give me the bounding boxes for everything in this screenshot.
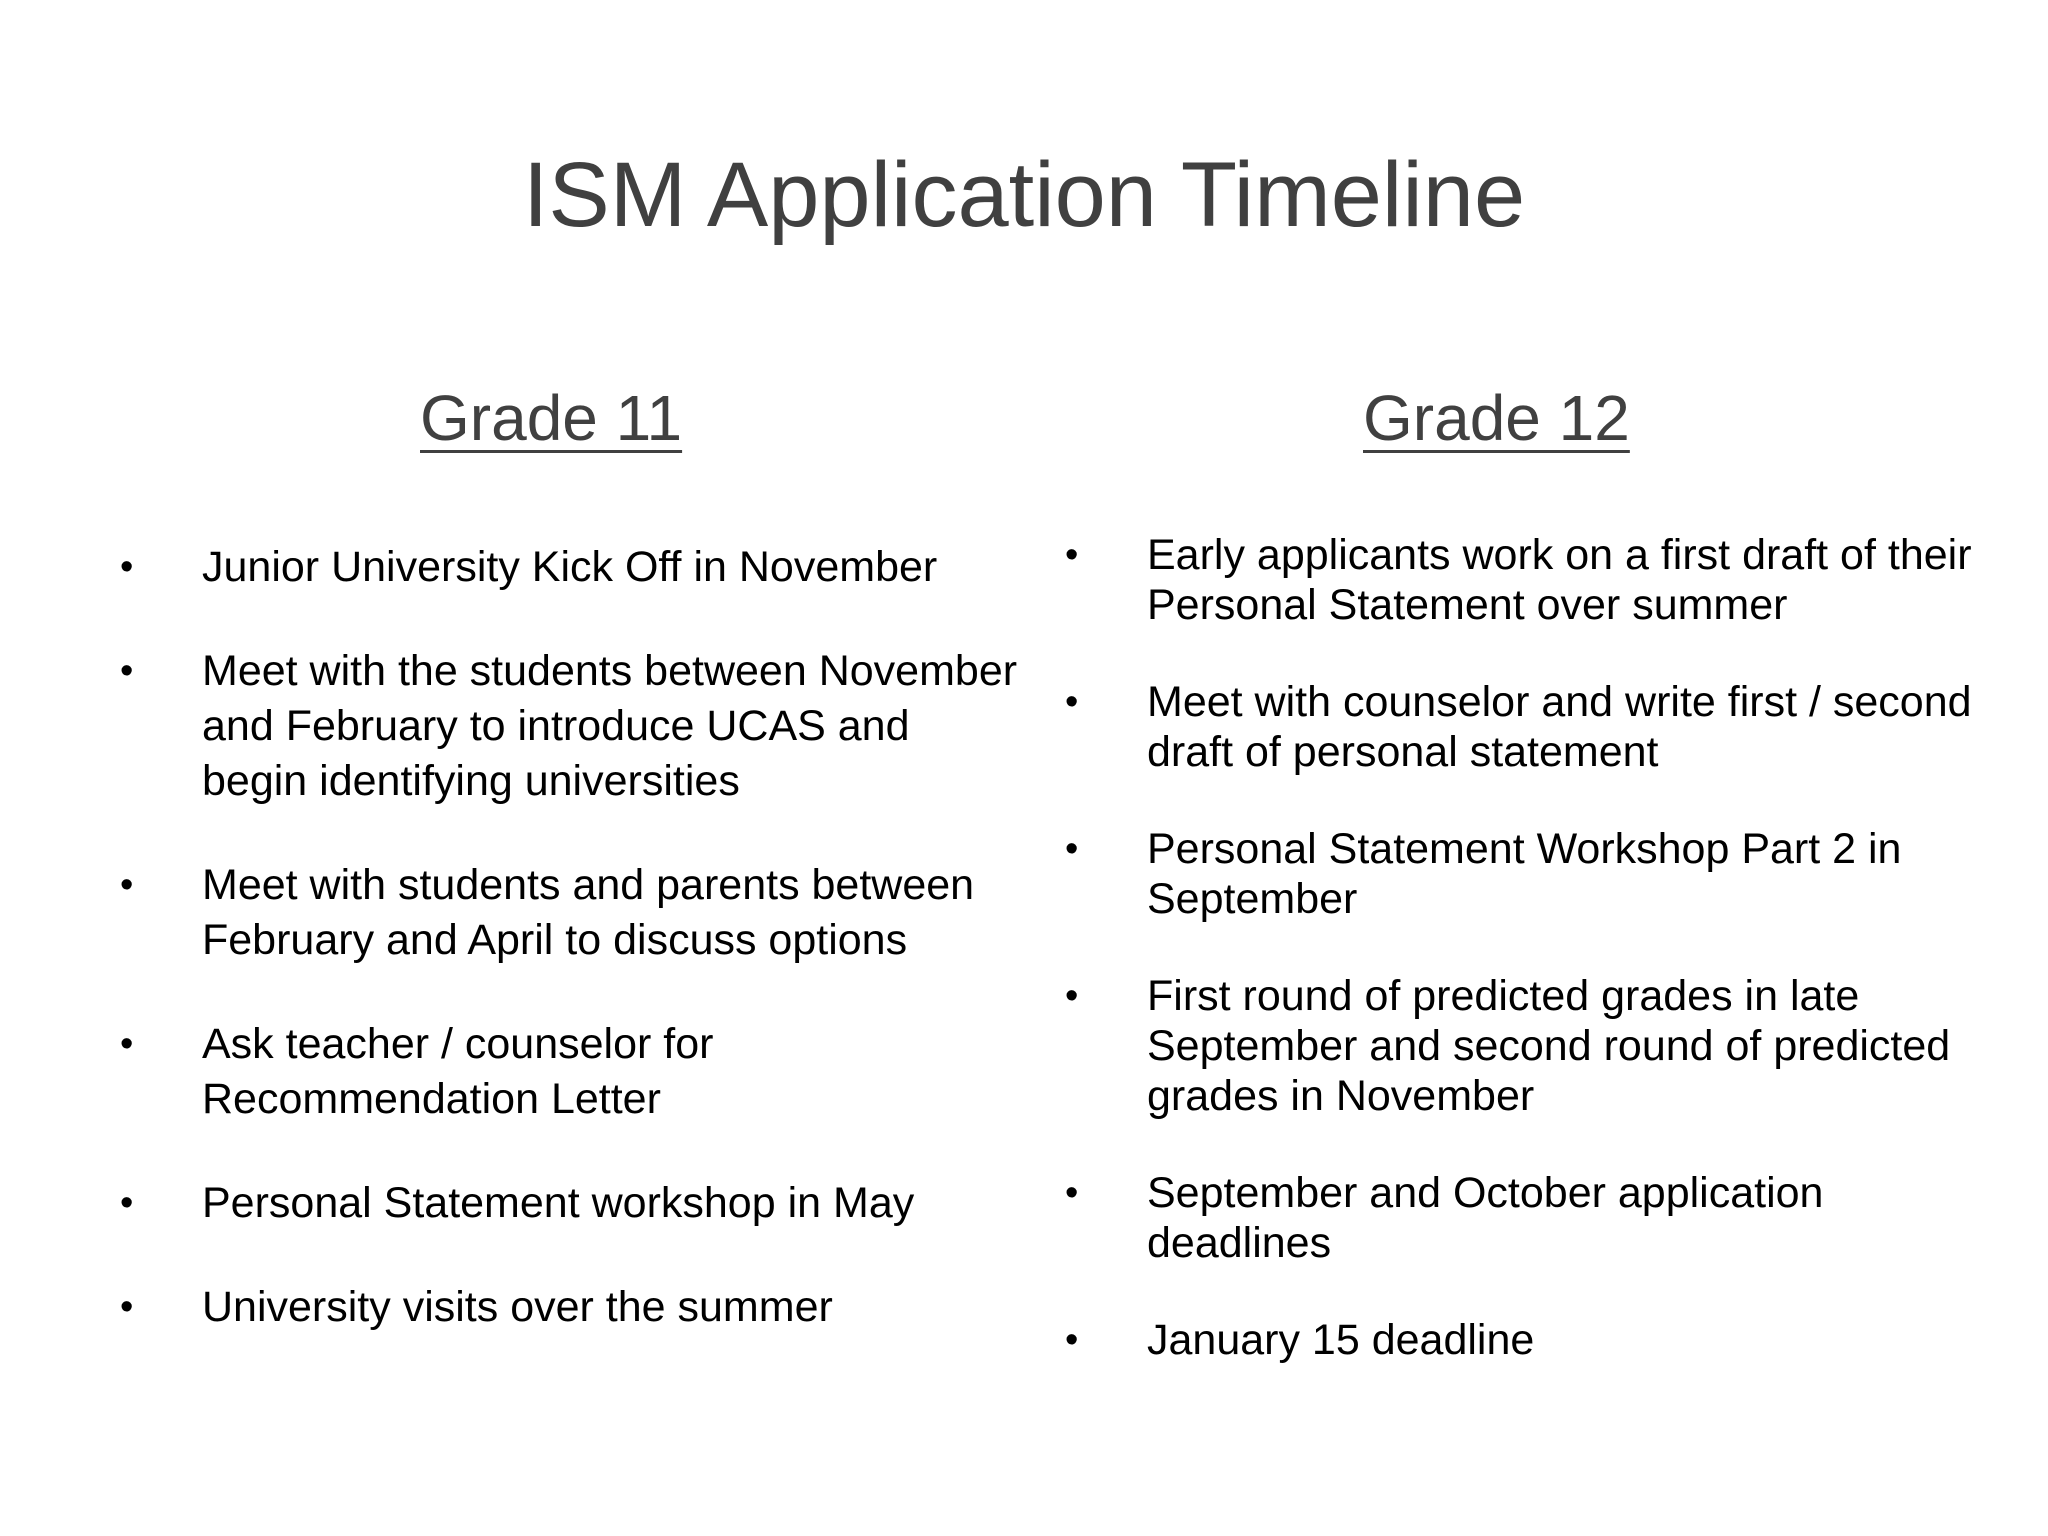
list-item [1065,677,1995,777]
list-item-text: University visits over the summer [202,1283,833,1331]
list-item-text: Early applicants work on a first draft of their Personal Statement over summer [1147,531,1972,629]
list-item [120,540,1020,595]
bullet-icon: • [1065,1319,1079,1361]
bullet-icon: • [1065,681,1079,723]
grade-11-heading: Grade 11 [420,382,683,454]
grade-11-list [120,540,1020,1335]
list-item-text: Personal Statement Workshop Part 2 in September [1147,825,1902,923]
bullet-icon: • [120,546,134,588]
list-item [120,644,1020,809]
bullet-icon: • [120,1286,134,1328]
grade-12-heading: Grade 12 [1363,382,1630,454]
bullet-icon: • [120,864,134,906]
list-item [1065,971,1995,1121]
list-item [120,1280,1020,1335]
list-item-text: September and October application deadlines [1147,1169,1824,1267]
list-item-text: Junior University Kick Off in November [202,543,938,591]
bullet-icon: • [120,1023,134,1065]
list-item [1065,530,1995,630]
list-item [120,1176,1020,1231]
bullet-icon: • [120,650,134,692]
list-item-text: First round of predicted grades in late September and second round of predicted grades in November [1147,972,1951,1120]
list-item [120,858,1020,968]
list-item-text: January 15 deadline [1147,1316,1535,1364]
list-item [1065,1168,1995,1268]
slide-title: ISM Application Timeline [522,144,1526,246]
bullet-icon: • [1065,828,1079,870]
bullet-icon: • [120,1182,134,1224]
list-item-text: Meet with the students between November and February to introduce UCAS and begin identifying universities [202,647,1018,805]
bullet-icon: • [1065,1172,1079,1214]
list-item-text: Personal Statement workshop in May [202,1179,915,1227]
list-item [1065,824,1995,924]
bullet-icon: • [1065,534,1079,576]
list-item-text: Ask teacher / counselor for Recommendation Letter [202,1020,714,1123]
bullet-icon: • [1065,975,1079,1017]
list-item-text: Meet with students and parents between February and April to discuss options [202,861,975,964]
list-item [1065,1315,1995,1365]
grade-12-list [1065,530,1995,1365]
list-item [120,1017,1020,1127]
list-item-text: Meet with counselor and write first / second draft of personal statement [1147,678,1972,776]
